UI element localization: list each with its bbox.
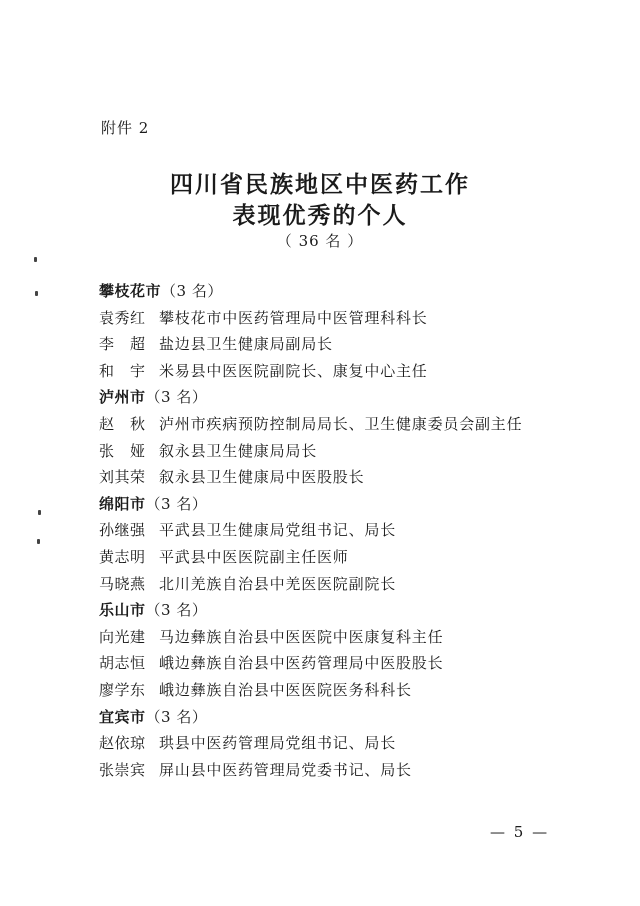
honoree-list bbox=[99, 278, 559, 783]
region-name: 乐山市 bbox=[99, 601, 146, 620]
person-position: 盐边县卫生健康局副局长 bbox=[159, 335, 333, 354]
person-position: 平武县中医医院副主任医师 bbox=[159, 547, 349, 566]
person-name: 袁秀红 bbox=[99, 308, 146, 327]
person-name: 刘其荣 bbox=[99, 468, 146, 487]
page-number: — 5 — bbox=[490, 823, 550, 841]
person-position: 屏山县中医药管理局党委书记、局长 bbox=[159, 760, 412, 779]
person-position: 米易县中医医院副院长、康复中心主任 bbox=[159, 361, 428, 380]
region-name: 攀枝花市 bbox=[99, 282, 162, 300]
person-position: 峨边彝族自治县中医医院医务科科长 bbox=[159, 680, 412, 699]
list-item bbox=[99, 544, 559, 571]
person-name: 胡志恒 bbox=[99, 654, 146, 673]
person-position: 马边彝族自治县中医医院中医康复科主任 bbox=[159, 627, 444, 646]
region-count: （3 名） bbox=[145, 707, 208, 726]
region-name: 泸州市 bbox=[99, 388, 146, 407]
scan-mark bbox=[37, 539, 40, 544]
person-name: 孙继强 bbox=[99, 521, 146, 540]
list-item bbox=[99, 464, 559, 491]
list-item bbox=[99, 358, 559, 385]
person-position: 叙永县卫生健康局局长 bbox=[159, 441, 318, 460]
attachment-label: 附件 2 bbox=[101, 119, 150, 137]
region-count: （3 名） bbox=[145, 494, 208, 513]
list-item bbox=[99, 411, 559, 438]
scan-mark bbox=[34, 257, 37, 262]
region-count: （3 名） bbox=[145, 601, 208, 620]
region-name: 宜宾市 bbox=[99, 707, 146, 726]
list-item bbox=[99, 305, 559, 332]
region-name: 绵阳市 bbox=[99, 494, 146, 513]
person-name: 向光建 bbox=[99, 627, 146, 646]
list-item bbox=[99, 331, 559, 358]
person-position: 北川羌族自治县中羌医医院副院长 bbox=[159, 574, 397, 593]
region-count: （3 名） bbox=[161, 282, 223, 300]
person-position: 峨边彝族自治县中医药管理局中医股股长 bbox=[159, 654, 444, 673]
person-name: 赵依琼 bbox=[99, 734, 146, 753]
list-item bbox=[99, 624, 559, 651]
person-position: 叙永县卫生健康局中医股股长 bbox=[159, 468, 365, 487]
list-item bbox=[99, 757, 559, 784]
person-position: 泸州市疾病预防控制局局长、卫生健康委员会副主任 bbox=[159, 414, 523, 433]
person-position: 攀枝花市中医药管理局中医管理科科长 bbox=[159, 308, 428, 327]
document-title-line2: 表现优秀的个人 bbox=[232, 202, 408, 229]
region-heading bbox=[99, 278, 559, 305]
list-item bbox=[99, 517, 559, 544]
person-name: 张 娅 bbox=[99, 441, 146, 460]
region-count: （3 名） bbox=[145, 388, 208, 407]
person-name: 李 超 bbox=[99, 335, 146, 354]
list-item bbox=[99, 438, 559, 465]
person-name: 赵 秋 bbox=[99, 414, 146, 433]
person-name: 黄志明 bbox=[99, 547, 146, 566]
region-heading bbox=[99, 704, 559, 731]
person-position: 珙县中医药管理局党组书记、局长 bbox=[159, 734, 397, 753]
region-heading bbox=[99, 384, 559, 411]
document-title-line1: 四川省民族地区中医药工作 bbox=[170, 171, 470, 198]
list-item bbox=[99, 730, 559, 757]
scan-mark bbox=[38, 510, 41, 515]
quota-note: （ 36 名 ） bbox=[276, 232, 364, 250]
person-position: 平武县卫生健康局党组书记、局长 bbox=[159, 521, 397, 540]
list-item bbox=[99, 677, 559, 704]
list-item bbox=[99, 650, 559, 677]
region-heading bbox=[99, 597, 559, 624]
region-heading bbox=[99, 491, 559, 518]
list-item bbox=[99, 571, 559, 598]
person-name: 马晓燕 bbox=[99, 574, 146, 593]
person-name: 张崇宾 bbox=[99, 760, 146, 779]
person-name: 廖学东 bbox=[99, 680, 146, 699]
scan-mark bbox=[35, 291, 38, 296]
person-name: 和 宇 bbox=[99, 361, 146, 380]
